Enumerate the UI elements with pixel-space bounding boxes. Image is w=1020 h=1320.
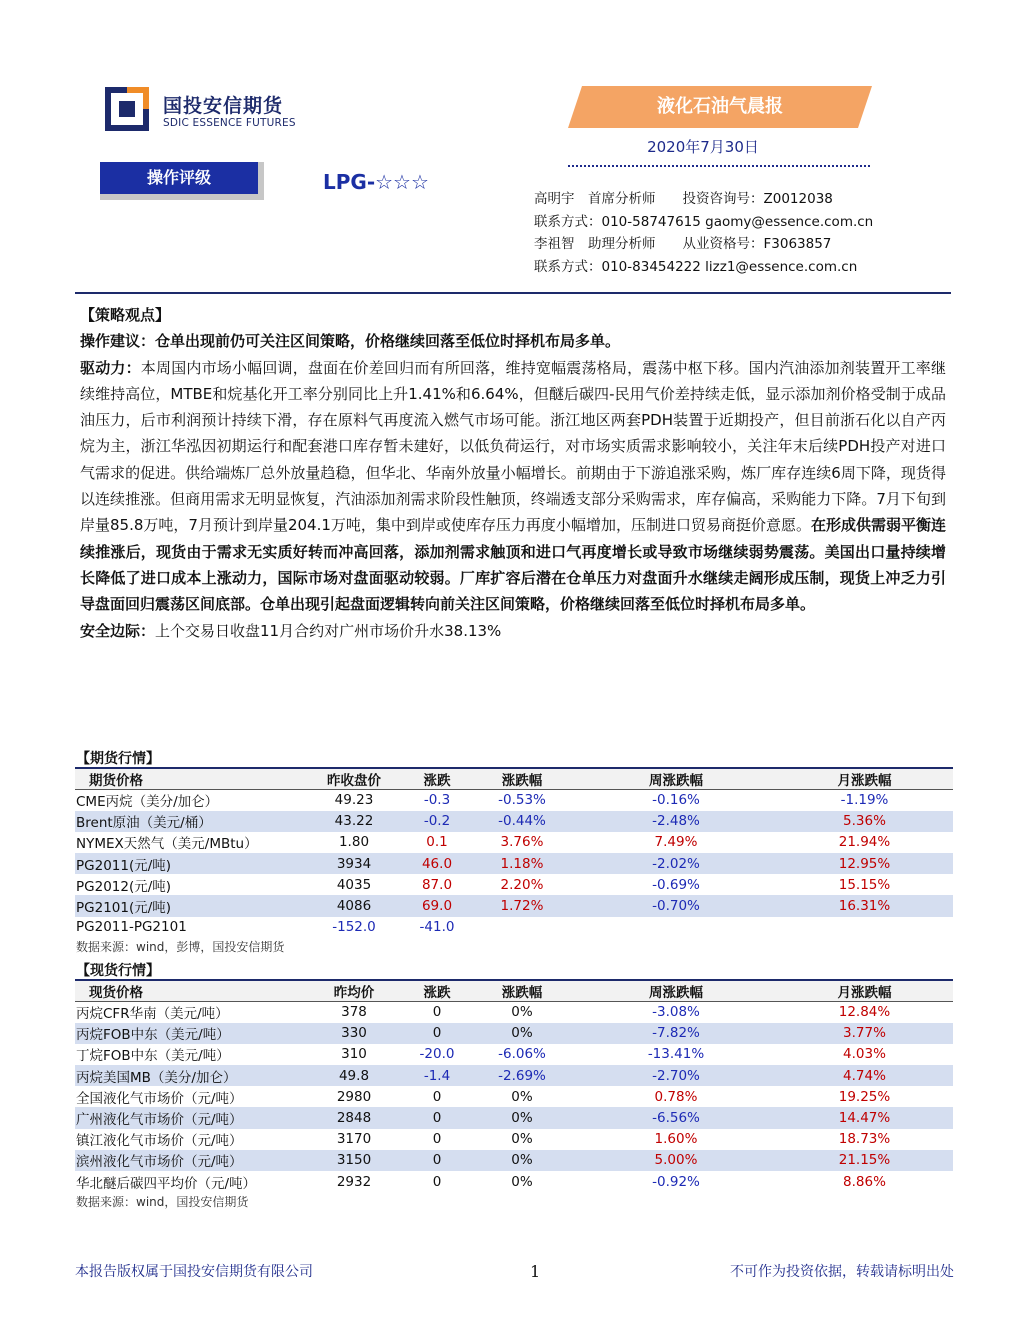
table-row bbox=[75, 1107, 953, 1128]
col-header: 涨跌幅 bbox=[501, 773, 543, 789]
futures-table bbox=[75, 767, 953, 938]
row-close: 3934 bbox=[336, 855, 372, 872]
row-month-pct: 12.95% bbox=[838, 855, 891, 872]
row-name: 丁烷FOB中东（美元/吨） bbox=[76, 1048, 230, 1065]
row-month-pct: 15.15% bbox=[838, 876, 891, 893]
page-number: 1 bbox=[530, 1262, 541, 1281]
table-row bbox=[75, 1002, 953, 1023]
spot-source: 数据来源：wind，国投安信期货 bbox=[76, 1195, 249, 1209]
driver-label: 驱动力： bbox=[80, 358, 141, 377]
row-change-pct bbox=[468, 917, 576, 938]
margin-text: 上个交易日收盘11月合约对广州市场价升水38.13% bbox=[155, 621, 502, 640]
row-close: -152.0 bbox=[332, 919, 376, 936]
table-header-row bbox=[75, 980, 953, 1002]
table-row bbox=[75, 790, 953, 811]
row-week-pct: -6.56% bbox=[652, 1110, 700, 1127]
operation-advice: 操作建议：仓单出现前仍可关注区间策略，价格继续回落至低位时择机布局多单。 bbox=[80, 332, 621, 351]
safety-margin bbox=[80, 618, 946, 644]
table-row bbox=[75, 853, 953, 874]
col-header: 现货价格 bbox=[89, 985, 143, 1001]
row-week-pct: 5.00% bbox=[654, 1152, 698, 1169]
table-row bbox=[75, 1023, 953, 1044]
col-header: 月涨跌幅 bbox=[837, 985, 892, 1001]
row-month-pct bbox=[776, 917, 953, 938]
spot-title: 【现货行情】 bbox=[76, 963, 160, 979]
row-change: 0 bbox=[432, 1088, 442, 1105]
row-change-pct: 0% bbox=[511, 1004, 533, 1021]
col-header: 涨跌 bbox=[423, 985, 451, 1001]
futures-source: 数据来源：wind，彭博，国投安信期货 bbox=[76, 940, 285, 954]
company-name-cn: 国投安信期货 bbox=[163, 95, 284, 117]
report-title-banner bbox=[568, 86, 872, 128]
table-row bbox=[75, 917, 953, 938]
row-name: PG2012(元/吨) bbox=[76, 878, 172, 895]
analyst-line: 联系方式：010-83454222 lizz1@essence.com.cn bbox=[534, 258, 858, 275]
row-change-pct: 3.76% bbox=[500, 834, 544, 851]
table-row bbox=[75, 895, 953, 916]
row-name: 全国液化气市场价（元/吨） bbox=[76, 1090, 243, 1107]
analyst-line: 高明宇 首席分析师 投资咨询号：Z0012038 bbox=[534, 191, 833, 207]
row-week-pct: -0.16% bbox=[652, 792, 700, 809]
row-change-pct: -2.69% bbox=[498, 1067, 546, 1084]
analyst-line: 李祖智 助理分析师 从业资格号：F3063857 bbox=[534, 236, 832, 252]
row-name: NYMEX天然气（美元/MBtu） bbox=[76, 836, 258, 853]
row-close: 3150 bbox=[336, 1152, 372, 1169]
table-row bbox=[75, 1171, 953, 1192]
row-close: 330 bbox=[341, 1025, 367, 1042]
col-header: 涨跌幅 bbox=[501, 985, 543, 1001]
row-change: 0 bbox=[432, 1131, 442, 1148]
rating-label: 操作评级 bbox=[100, 162, 258, 194]
row-month-pct: 4.03% bbox=[843, 1046, 886, 1063]
row-week-pct: -0.70% bbox=[652, 898, 700, 915]
company-logo bbox=[105, 87, 305, 135]
row-change-pct: 0% bbox=[511, 1131, 533, 1148]
row-month-pct: 21.94% bbox=[838, 834, 891, 851]
row-month-pct: 18.73% bbox=[838, 1131, 891, 1148]
driver-text: 本周国内市场小幅回调，盘面在价差回归而有所回落，维持宽幅震荡格局，震荡中枢下移。国内汽油添加剂装置开工率继续维持高位，MTBE和烷基化开工率分别同比上升1.41%和6.64%，但醚后碳四-民用气价差持续走低，显示添加剂价格受制于成品油压力，后市利润预计持续下滑，存在原料气再度流入燃气市场可能。浙江地区两套PDH装置于近期投产，但目前浙石化以自产丙烷为主，浙江华泓因初期运行和配套港口库存暂未建好，以低负荷运行，对市场实质需求影响较小，关注年末后续PDH投产对进口气需求的促进。供给端炼厂总外放量趋稳，但华北、华南外放量小幅增长。前期由于下游追涨采购，炼厂库存连续6周下降，现货得以连续推涨。但商用需求无明显恢复，汽油添加剂需求阶段性触顶，终端透支部分采购需求，库存偏高，采购能力下降。7月下旬到岸量85.8万吨，7月预计到岸量204.1万吨，集中到岸或使库存压力再度小幅增加，压制进口贸易商挺价意愿。 bbox=[80, 358, 946, 535]
table-row bbox=[75, 811, 953, 832]
row-week-pct: -2.48% bbox=[652, 813, 700, 830]
col-header: 昨均价 bbox=[333, 985, 375, 1001]
rating-label-box bbox=[100, 162, 264, 200]
row-month-pct: 5.36% bbox=[843, 813, 886, 830]
col-header: 周涨跌幅 bbox=[649, 985, 703, 1001]
driver-paragraph bbox=[80, 355, 946, 618]
col-header: 期货价格 bbox=[89, 773, 143, 789]
row-change: 87.0 bbox=[421, 876, 453, 893]
row-close: 4086 bbox=[336, 898, 372, 915]
footer-disclaimer: 不可作为投资依据，转载请标明出处 bbox=[730, 1264, 954, 1280]
row-week-pct: -0.69% bbox=[652, 876, 700, 893]
row-close: 4035 bbox=[336, 876, 372, 893]
row-month-pct: 16.31% bbox=[838, 898, 891, 915]
row-month-pct: 4.74% bbox=[843, 1067, 886, 1084]
row-change: -0.2 bbox=[423, 813, 451, 830]
row-close: 3170 bbox=[336, 1131, 372, 1148]
row-change-pct: 1.72% bbox=[500, 898, 544, 915]
analyst-info bbox=[534, 188, 934, 278]
row-week-pct: 0.78% bbox=[654, 1088, 698, 1105]
row-name: PG2011-PG2101 bbox=[76, 919, 187, 936]
row-close: 43.22 bbox=[334, 813, 374, 830]
col-header: 昨收盘价 bbox=[327, 773, 381, 789]
rating-value: LPG-☆☆☆ bbox=[323, 170, 429, 194]
row-close: 310 bbox=[341, 1046, 367, 1063]
row-name: 丙烷美国MB（美分/加仑） bbox=[76, 1069, 237, 1086]
row-change-pct: 2.20% bbox=[500, 876, 544, 893]
spot-table bbox=[75, 979, 953, 1192]
row-change: 69.0 bbox=[421, 898, 453, 915]
row-close: 1.80 bbox=[338, 834, 370, 851]
row-close: 49.8 bbox=[338, 1067, 370, 1084]
table-row bbox=[75, 1044, 953, 1065]
row-change-pct: -6.06% bbox=[498, 1046, 546, 1063]
row-change: -20.0 bbox=[419, 1046, 455, 1063]
row-name: 丙烷CFR华南（美元/吨） bbox=[76, 1006, 229, 1023]
row-month-pct: 21.15% bbox=[838, 1152, 891, 1169]
row-close: 2932 bbox=[336, 1173, 372, 1190]
row-week-pct: -3.08% bbox=[652, 1004, 700, 1021]
row-name: 滨州液化气市场价（元/吨） bbox=[76, 1154, 243, 1171]
row-change-pct: 0% bbox=[511, 1110, 533, 1127]
row-week-pct bbox=[576, 917, 776, 938]
table-row bbox=[75, 1129, 953, 1150]
row-month-pct: 8.86% bbox=[843, 1173, 886, 1190]
row-month-pct: -1.19% bbox=[840, 792, 889, 809]
row-change: 0 bbox=[432, 1025, 442, 1042]
row-change-pct: 1.18% bbox=[500, 855, 544, 872]
strategy-title: 【策略观点】 bbox=[80, 306, 171, 324]
row-week-pct: 7.49% bbox=[654, 834, 698, 851]
futures-title: 【期货行情】 bbox=[76, 751, 160, 767]
row-change-pct: -0.53% bbox=[498, 792, 546, 809]
row-name: Brent原油（美元/桶） bbox=[76, 815, 212, 832]
row-change: 0 bbox=[432, 1004, 442, 1021]
row-week-pct: -2.02% bbox=[652, 855, 700, 872]
row-week-pct: -0.92% bbox=[652, 1173, 700, 1190]
table-row bbox=[75, 832, 953, 853]
row-month-pct: 12.84% bbox=[838, 1004, 891, 1021]
row-change-pct: 0% bbox=[511, 1173, 533, 1190]
row-month-pct: 14.47% bbox=[838, 1110, 891, 1127]
col-header: 涨跌 bbox=[423, 773, 451, 789]
table-row bbox=[75, 1150, 953, 1171]
row-name: PG2101(元/吨) bbox=[76, 900, 172, 917]
row-name: 广州液化气市场价（元/吨） bbox=[76, 1112, 243, 1129]
row-name: 镇江液化气市场价（元/吨） bbox=[76, 1133, 243, 1150]
row-change: 0 bbox=[432, 1173, 442, 1190]
row-close: 49.23 bbox=[334, 792, 374, 809]
row-change-pct: 0% bbox=[511, 1088, 533, 1105]
row-week-pct: -13.41% bbox=[647, 1046, 705, 1063]
row-name: 丙烷FOB中东（美元/吨） bbox=[76, 1027, 230, 1044]
row-week-pct: 1.60% bbox=[654, 1131, 698, 1148]
row-month-pct: 3.77% bbox=[843, 1025, 886, 1042]
row-name: PG2011(元/吨) bbox=[76, 857, 172, 874]
row-change: 46.0 bbox=[421, 855, 453, 872]
header-rule bbox=[75, 292, 951, 294]
logo-mark-icon bbox=[105, 87, 149, 131]
col-header: 周涨跌幅 bbox=[649, 773, 703, 789]
table-row bbox=[75, 1065, 953, 1086]
driver-conclusion: 在形成供需弱平衡连续推涨后，现货由于需求无实质好转而冲高回落，添加剂需求触顶和进口气再度增长或导致市场继续弱势震荡。美国出口量持续增长降低了进口成本上涨动力，国际市场对盘面驱动较弱。厂库扩容后潜在仓单压力对盘面升水继续走阔形成压制，现货上冲乏力引导盘面回归震荡区间底部。仓单出现引起盘面逻辑转向前关注区间策略，价格继续回落至低位时择机布局多单。 bbox=[80, 516, 946, 614]
dotted-divider bbox=[568, 165, 870, 167]
row-month-pct: 19.25% bbox=[838, 1088, 891, 1105]
margin-label: 安全边际： bbox=[80, 621, 156, 640]
row-change-pct: 0% bbox=[511, 1025, 533, 1042]
row-week-pct: -2.70% bbox=[652, 1067, 700, 1084]
row-close: 378 bbox=[341, 1004, 367, 1021]
row-change: -0.3 bbox=[423, 792, 451, 809]
row-change: -1.4 bbox=[423, 1067, 451, 1084]
company-name-en: SDIC ESSENCE FUTURES bbox=[163, 117, 296, 129]
row-change: 0 bbox=[432, 1110, 442, 1127]
table-row bbox=[75, 874, 953, 895]
footer-copyright: 本报告版权属于国投安信期货有限公司 bbox=[75, 1264, 313, 1280]
row-close: 2848 bbox=[336, 1110, 372, 1127]
report-date: 2020年7月30日 bbox=[647, 138, 759, 156]
table-row bbox=[75, 1086, 953, 1107]
strategy-section bbox=[80, 302, 946, 644]
row-week-pct: -7.82% bbox=[652, 1025, 700, 1042]
row-name: CME丙烷（美分/加仑） bbox=[76, 794, 219, 811]
table-header-row bbox=[75, 768, 953, 790]
row-name: 华北醚后碳四平均价（元/吨） bbox=[76, 1175, 257, 1192]
report-title: 液化石油气晨报 bbox=[657, 96, 783, 117]
row-change: 0 bbox=[432, 1152, 442, 1169]
row-change: 0.1 bbox=[426, 834, 448, 851]
col-header: 月涨跌幅 bbox=[837, 773, 892, 789]
row-close: 2980 bbox=[336, 1088, 372, 1105]
row-change-pct: -0.44% bbox=[498, 813, 546, 830]
analyst-line: 联系方式：010-58747615 gaomy@essence.com.cn bbox=[534, 213, 874, 230]
row-change: -41.0 bbox=[419, 919, 455, 936]
row-change-pct: 0% bbox=[511, 1152, 533, 1169]
